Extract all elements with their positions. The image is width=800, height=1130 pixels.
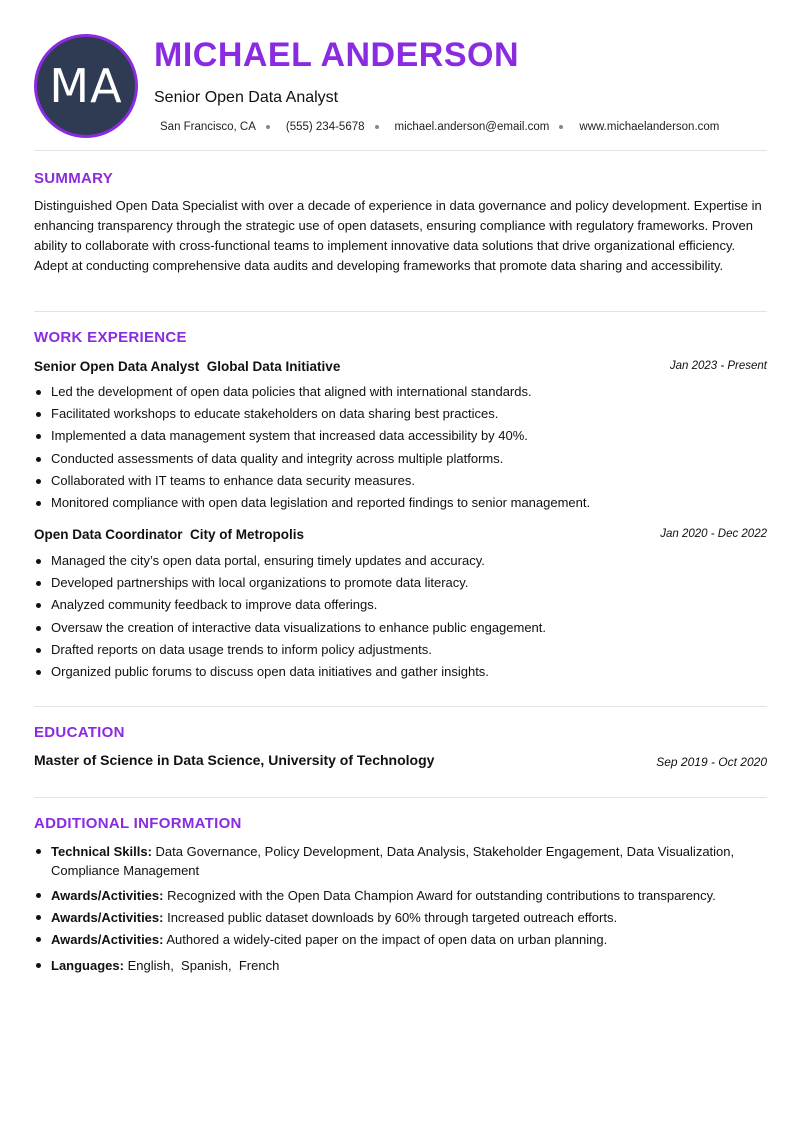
job-dates: Jan 2020 - Dec 2022 [660, 528, 767, 540]
item-text: Increased public dataset downloads by 60% through targeted outreach efforts. [163, 910, 618, 925]
list-item: Led the development of open data policies that aligned with international standards. [51, 383, 767, 405]
contact-info [160, 121, 719, 133]
contact-location: San Francisco, CA [160, 121, 256, 133]
list-item: Monitored compliance with open data legislation and reported findings to senior management. [51, 494, 767, 516]
list-item: Collaborated with IT teams to enhance data security measures. [51, 472, 767, 494]
divider [34, 150, 767, 151]
list-item [51, 908, 767, 927]
item-text: Recognized with the Open Data Champion Award for outstanding contributions to transparency. [163, 888, 716, 903]
divider [34, 797, 767, 798]
separator-dot [266, 125, 270, 129]
list-item: Managed the city’s open data portal, ensuring timely updates and accuracy. [51, 552, 767, 574]
list-item [51, 886, 767, 905]
list-item: Drafted reports on data usage trends to inform policy adjustments. [51, 641, 767, 663]
divider [34, 706, 767, 707]
list-item: Conducted assessments of data quality and integrity across multiple platforms. [51, 450, 767, 472]
separator-dot [375, 125, 379, 129]
divider [34, 311, 767, 312]
education-dates: Sep 2019 - Oct 2020 [656, 755, 767, 769]
item-label: Awards/Activities: [51, 910, 164, 925]
item-text: Authored a widely-cited paper on the impact of open data on urban planning. [163, 932, 608, 947]
separator-dot [559, 125, 563, 129]
job-role: Senior Open Data Analyst Global Data Initiative [34, 359, 341, 374]
list-item [51, 956, 767, 975]
person-name: MICHAEL ANDERSON [154, 36, 520, 74]
item-label: Awards/Activities: [51, 888, 164, 903]
job-title: Senior Open Data Analyst [154, 89, 339, 106]
item-label: Technical Skills: [51, 844, 152, 859]
additional-heading: ADDITIONAL INFORMATION [34, 815, 242, 832]
contact-email[interactable]: michael.anderson@email.com [394, 121, 550, 133]
job-dates: Jan 2023 - Present [669, 360, 767, 372]
additional-list [51, 842, 767, 975]
item-label: Languages: [51, 958, 124, 973]
item-label: Awards/Activities: [51, 932, 164, 947]
list-item [51, 930, 767, 949]
job-header [34, 358, 767, 376]
item-text: Data Governance, Policy Development, Data Analysis, Stakeholder Engagement, Data Visualization, Compliance Management [51, 844, 735, 878]
job-role: Open Data Coordinator City of Metropolis [34, 527, 305, 542]
job-header [34, 526, 767, 544]
contact-website[interactable]: www.michaelanderson.com [579, 121, 720, 133]
avatar [34, 34, 138, 138]
list-item: Implemented a data management system that increased data accessibility by 40%. [51, 427, 767, 449]
summary-heading: SUMMARY [34, 170, 114, 187]
experience-heading: WORK EXPERIENCE [34, 329, 187, 346]
list-item: Oversaw the creation of interactive data visualizations to enhance public engagement. [51, 619, 767, 641]
avatar-initials: MA [49, 59, 123, 113]
degree: Master of Science in Data Science, University of Technology [34, 752, 435, 768]
list-item: Organized public forums to discuss open data initiatives and gather insights. [51, 663, 767, 685]
resume-header [0, 0, 800, 150]
item-text: English, Spanish, French [123, 958, 280, 973]
summary-text: Distinguished Open Data Specialist with over a decade of experience in data governance and policy development. Expertise in enhancing transparency through the strategic use of open datasets, ensuring compliance with regulatory frameworks. Proven ability to collaborate with cross-functional teams to implement innovative data solutions that drive organizational efficiency. Adept at conducting comprehensive data audits and developing frameworks that promote data sharing and accessibility. [34, 198, 762, 273]
education-entry [34, 752, 767, 772]
list-item: Facilitated workshops to educate stakeholders on data sharing best practices. [51, 405, 767, 427]
job-bullets [51, 383, 767, 516]
job-bullets [51, 552, 767, 685]
list-item [51, 842, 767, 880]
contact-phone: (555) 234-5678 [285, 121, 365, 133]
list-item: Analyzed community feedback to improve data offerings. [51, 596, 767, 618]
list-item: Developed partnerships with local organizations to promote data literacy. [51, 574, 767, 596]
education-heading: EDUCATION [34, 724, 125, 741]
